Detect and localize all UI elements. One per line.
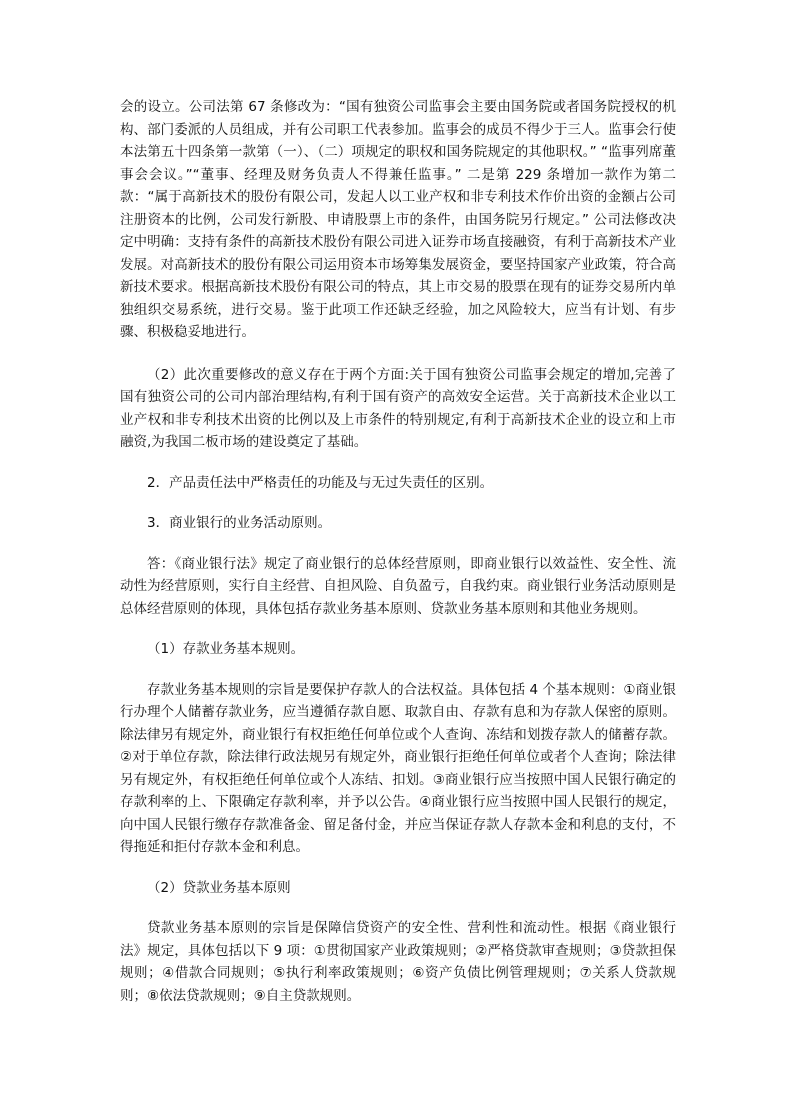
question-2-heading: 2．产品责任法中严格责任的功能及与无过失责任的区别。 [147, 474, 494, 491]
loan-principles-heading: （2）贷款业务基本原则 [147, 879, 291, 896]
answer-paragraph: 答：《商业银行法》规定了商业银行的总体经营原则，即商业银行以效益性、安全性、流动性为经营原则，实行自主经营、自担风险、自负盈亏，自我约束。商业银行业务活动原则是总体经营原则的体现，具体包括存款业务基本原则、贷款业务基本原则和其他业务规则。 [120, 555, 676, 617]
document-body [120, 96, 676, 1007]
loan-principles-paragraph: 贷款业务基本原则的宗旨是保障信贷资产的安全性、营利性和流动性。根据《商业银行法》规定，具体包括以下 9 项：①贯彻国家产业政策规则；②严格贷款审查规则；③贷款担保规则；④借款合同规则；⑤执行利率政策规则；⑥资产负债比例管理规则；⑦关系人贷款规则；⑧依法贷款规则；⑨自主贷款规则。 [120, 920, 676, 1004]
paragraph-company-law-amendment: 会的设立。公司法第 67 条修改为：“国有独资公司监事会主要由国务院或者国务院授权的机构、部门委派的人员组成，并有公司职工代表参加。监事会的成员不得少于三人。监事会行使本法第五十四条第一款第（一）、（二）项规定的职权和国务院规定的其他职权。” “监事列席董事会会议。”“董事、经理及财务负责人不得兼任监事。” 二是第 229 条增加一款作为第二款：“属于高新技术的股份有限公司，发起人以工业产权和非专利技术作价出资的金额占公司注册资本的比例，公司发行新股、申请股票上市的条件，由国务院另行规定。” 公司法修改决定中明确：支持有条件的高新技术股份有限公司进入证券市场直接融资，有利于高新技术产业发展。对高新技术的股份有限公司运用资本市场筹集发展资金，要坚持国家产业政策，符合高新技术要求。根据高新技术股份有限公司的特点，其上市交易的股票在现有的证券交易所内单独组织交易系统，进行交易。鉴于此项工作还缺乏经验，加之风险较大，应当有计划、有步骤、积极稳妥地进行。 [120, 99, 676, 340]
deposit-rules-paragraph: 存款业务基本规则的宗旨是要保护存款人的合法权益。具体包括 4 个基本规则：①商业银行办理个人储蓄存款业务，应当遵循存款自愿、取款自由、存款有息和为存款人保密的原则。除法律另有规定外，商业银行有权拒绝任何单位或个人查询、冻结和划拨存款人的储蓄存款。②对于单位存款，除法律行政法规另有规定外，商业银行拒绝任何单位或者个人查询；除法律另有规定外，有权拒绝任何单位或个人冻结、扣划。③商业银行应当按照中国人民银行确定的存款利率的上、下限确定存款利率，并予以公告。④商业银行应当按照中国人民银行的规定，向中国人民银行缴存存款准备金、留足备付金，并应当保证存款人存款本金和利息的支付，不得拖延和拒付存款本金和利息。 [120, 681, 676, 855]
deposit-rules-heading: （1）存款业务基本规则。 [147, 641, 305, 657]
paragraph-significance: （2）此次重要修改的意义存在于两个方面:关于国有独资公司监事会规定的增加,完善了国有独资公司的公司内部治理结构,有利于国有资产的高效安全运营。关于高新技术企业以工业产权和非专利技术出资的比例以及上市条件的特别规定,有利于高新技术企业的设立和上市融资,为我国二板市场的建设奠定了基础。 [120, 366, 676, 450]
question-3-heading: 3．商业银行的业务活动原则。 [147, 515, 332, 531]
